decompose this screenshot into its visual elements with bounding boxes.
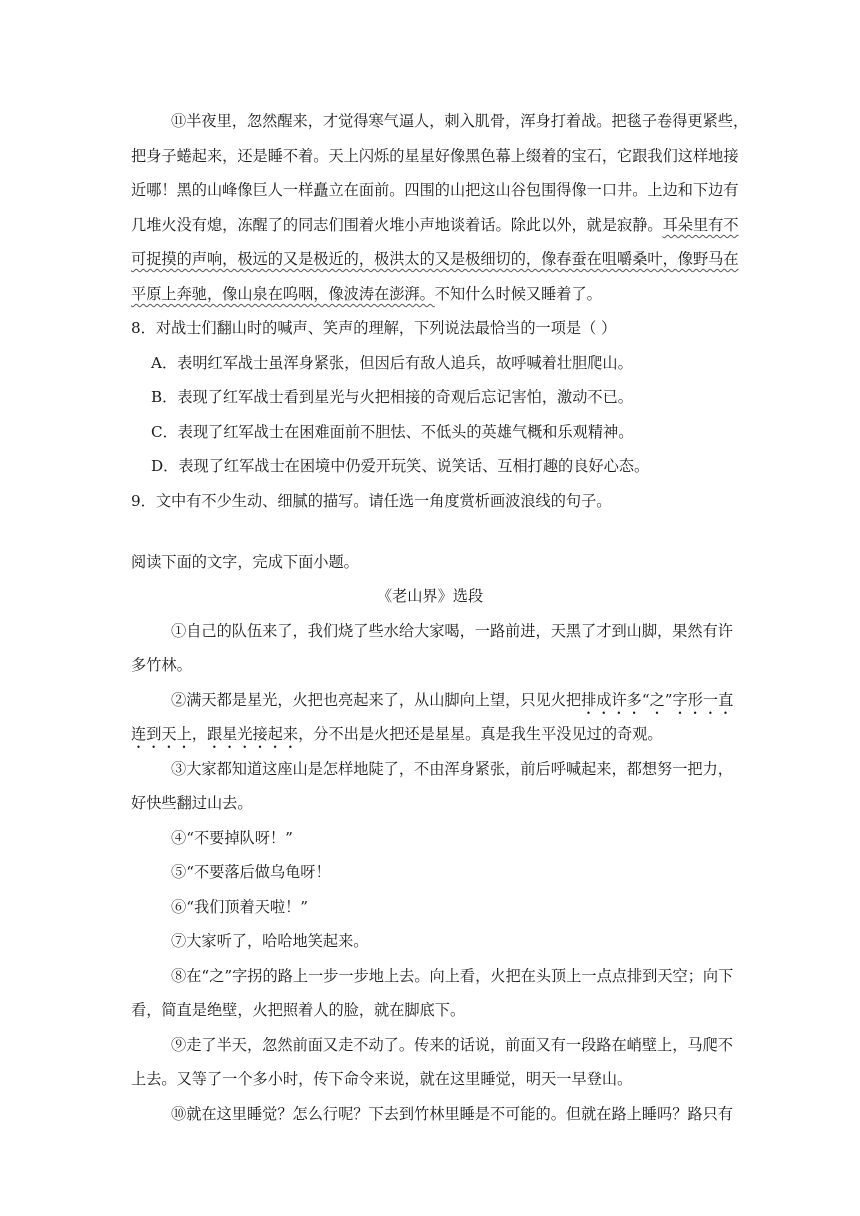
p3-line-2: 好快些翻过山去。	[131, 794, 253, 812]
wavy-underlined-sentence-start: 耳朵里有不	[662, 216, 739, 234]
p1-line-1: ①自己的队伍来了，我们烧了些水给大家喝，一路前进，天黑了才到山脚，果然有许	[171, 622, 733, 640]
p11-line-5	[131, 249, 739, 269]
p8-line-1: ⑧在“之”字拐的路上一步一步地上去。向上看，火把在头顶上一点点排到天空；向下	[171, 967, 734, 985]
question-8-option-c: C．表现了红军战士在困难面前不胆怯、不低头的英雄气概和乐观精神。	[151, 423, 634, 441]
p2-line-1	[171, 690, 734, 718]
reading-instruction: 阅读下面的文字，完成下面小题。	[131, 553, 359, 571]
p11-line-1: ⑪半夜里，忽然醒来，才觉得寒气逼人，刺入肌骨，浑身打着战。把毯子卷得更紧些，	[171, 112, 749, 130]
p9-line-1: ⑨走了半天，忽然前面又走不动了。传来的话说，前面又有一段路在峭壁上，马爬不	[171, 1036, 733, 1054]
p3-line-1: ③大家都知道这座山是怎样地陡了，不由浑身紧张，前后呼喊起来，都想努一把力，	[171, 760, 733, 778]
question-8-option-b: B．表现了红军战士看到星光与火把相接的奇观后忘记害怕，激动不已。	[151, 388, 633, 406]
p1-line-2: 多竹林。	[131, 656, 192, 674]
p2-line-2-plain: 分不出是火把还是星星。	[313, 725, 481, 743]
p11-line-3: 近哪！黑的山峰像巨人一样矗立在面前。四围的山把这山谷包围得像一口井。上边和下边有	[131, 181, 739, 199]
p8-line-2: 看，简直是绝壁，火把照着人的脸，就在脚底下。	[131, 1001, 466, 1019]
question-8-option-d: D．表现了红军战士在困境中仍爱开玩笑、说笑话、互相打趣的良好心态。	[151, 457, 650, 475]
question-8-stem: 8．对战士们翻山时的喊声、笑声的理解，下列说法最恰当的一项是（ ）	[131, 319, 617, 337]
dotted-emphasis-phrase: 排成许多“之”字形一直	[581, 691, 734, 709]
p11-line-4-plain: 几堆火没有熄，冻醒了的同志们围着火堆小声地谈着话。除此以外，就是寂静。	[131, 216, 663, 234]
p2-line-2	[131, 724, 731, 752]
p2-line-1-plain: ②满天都是星光，火把也亮起来了，从山脚向上望，只见火把	[171, 691, 582, 709]
p11-line-6	[131, 284, 731, 304]
p5-line: ⑤“不要落后做乌龟呀！	[171, 863, 331, 881]
p4-line: ④“不要掉队呀！”	[171, 829, 293, 847]
p10-line-1: ⑩就在这里睡觉？怎么行呢？下去到竹林里睡是不可能的。但就在路上睡吗？路只有	[171, 1105, 733, 1123]
p11-line-4	[131, 215, 739, 235]
p6-line: ⑥“我们顶着天啦！”	[171, 898, 309, 916]
p2-line-2-end: 真是我生平没见过的奇观。	[480, 725, 663, 743]
p11-line-6-plain: 不知什么时候又睡着了。	[434, 285, 602, 303]
question-8-option-a: A．表明红军战士虽浑身紧张，但因后有敌人追兵，故呼喊着壮胆爬山。	[151, 354, 633, 372]
question-9-stem: 9．文中有不少生动、细腻的描写。请任选一角度赏析画波浪线的句子。	[131, 492, 612, 510]
dotted-emphasis-phrase-continued: 连到天上，跟星光接起来，	[131, 725, 314, 743]
wavy-underlined-sentence-middle: 可捉摸的声响，极远的又是极近的，极洪太的又是极细切的，像春蚕在咀嚼桑叶，像野马在	[131, 250, 739, 268]
passage-title: 《老山界》选段	[376, 587, 484, 605]
wavy-underlined-sentence-end: 平原上奔驰，像山泉在呜咽，像波涛在澎湃。	[131, 285, 435, 303]
p11-line-2: 把身子蜷起来，还是睡不着。天上闪烁的星星好像黑色幕上缀着的宝石，它跟我们这样地接	[131, 147, 739, 165]
p7-line: ⑦大家听了，哈哈地笑起来。	[171, 932, 369, 950]
p9-line-2: 上去。又等了一个多小时，传下命令来说，就在这里睡觉，明天一早登山。	[131, 1070, 633, 1088]
